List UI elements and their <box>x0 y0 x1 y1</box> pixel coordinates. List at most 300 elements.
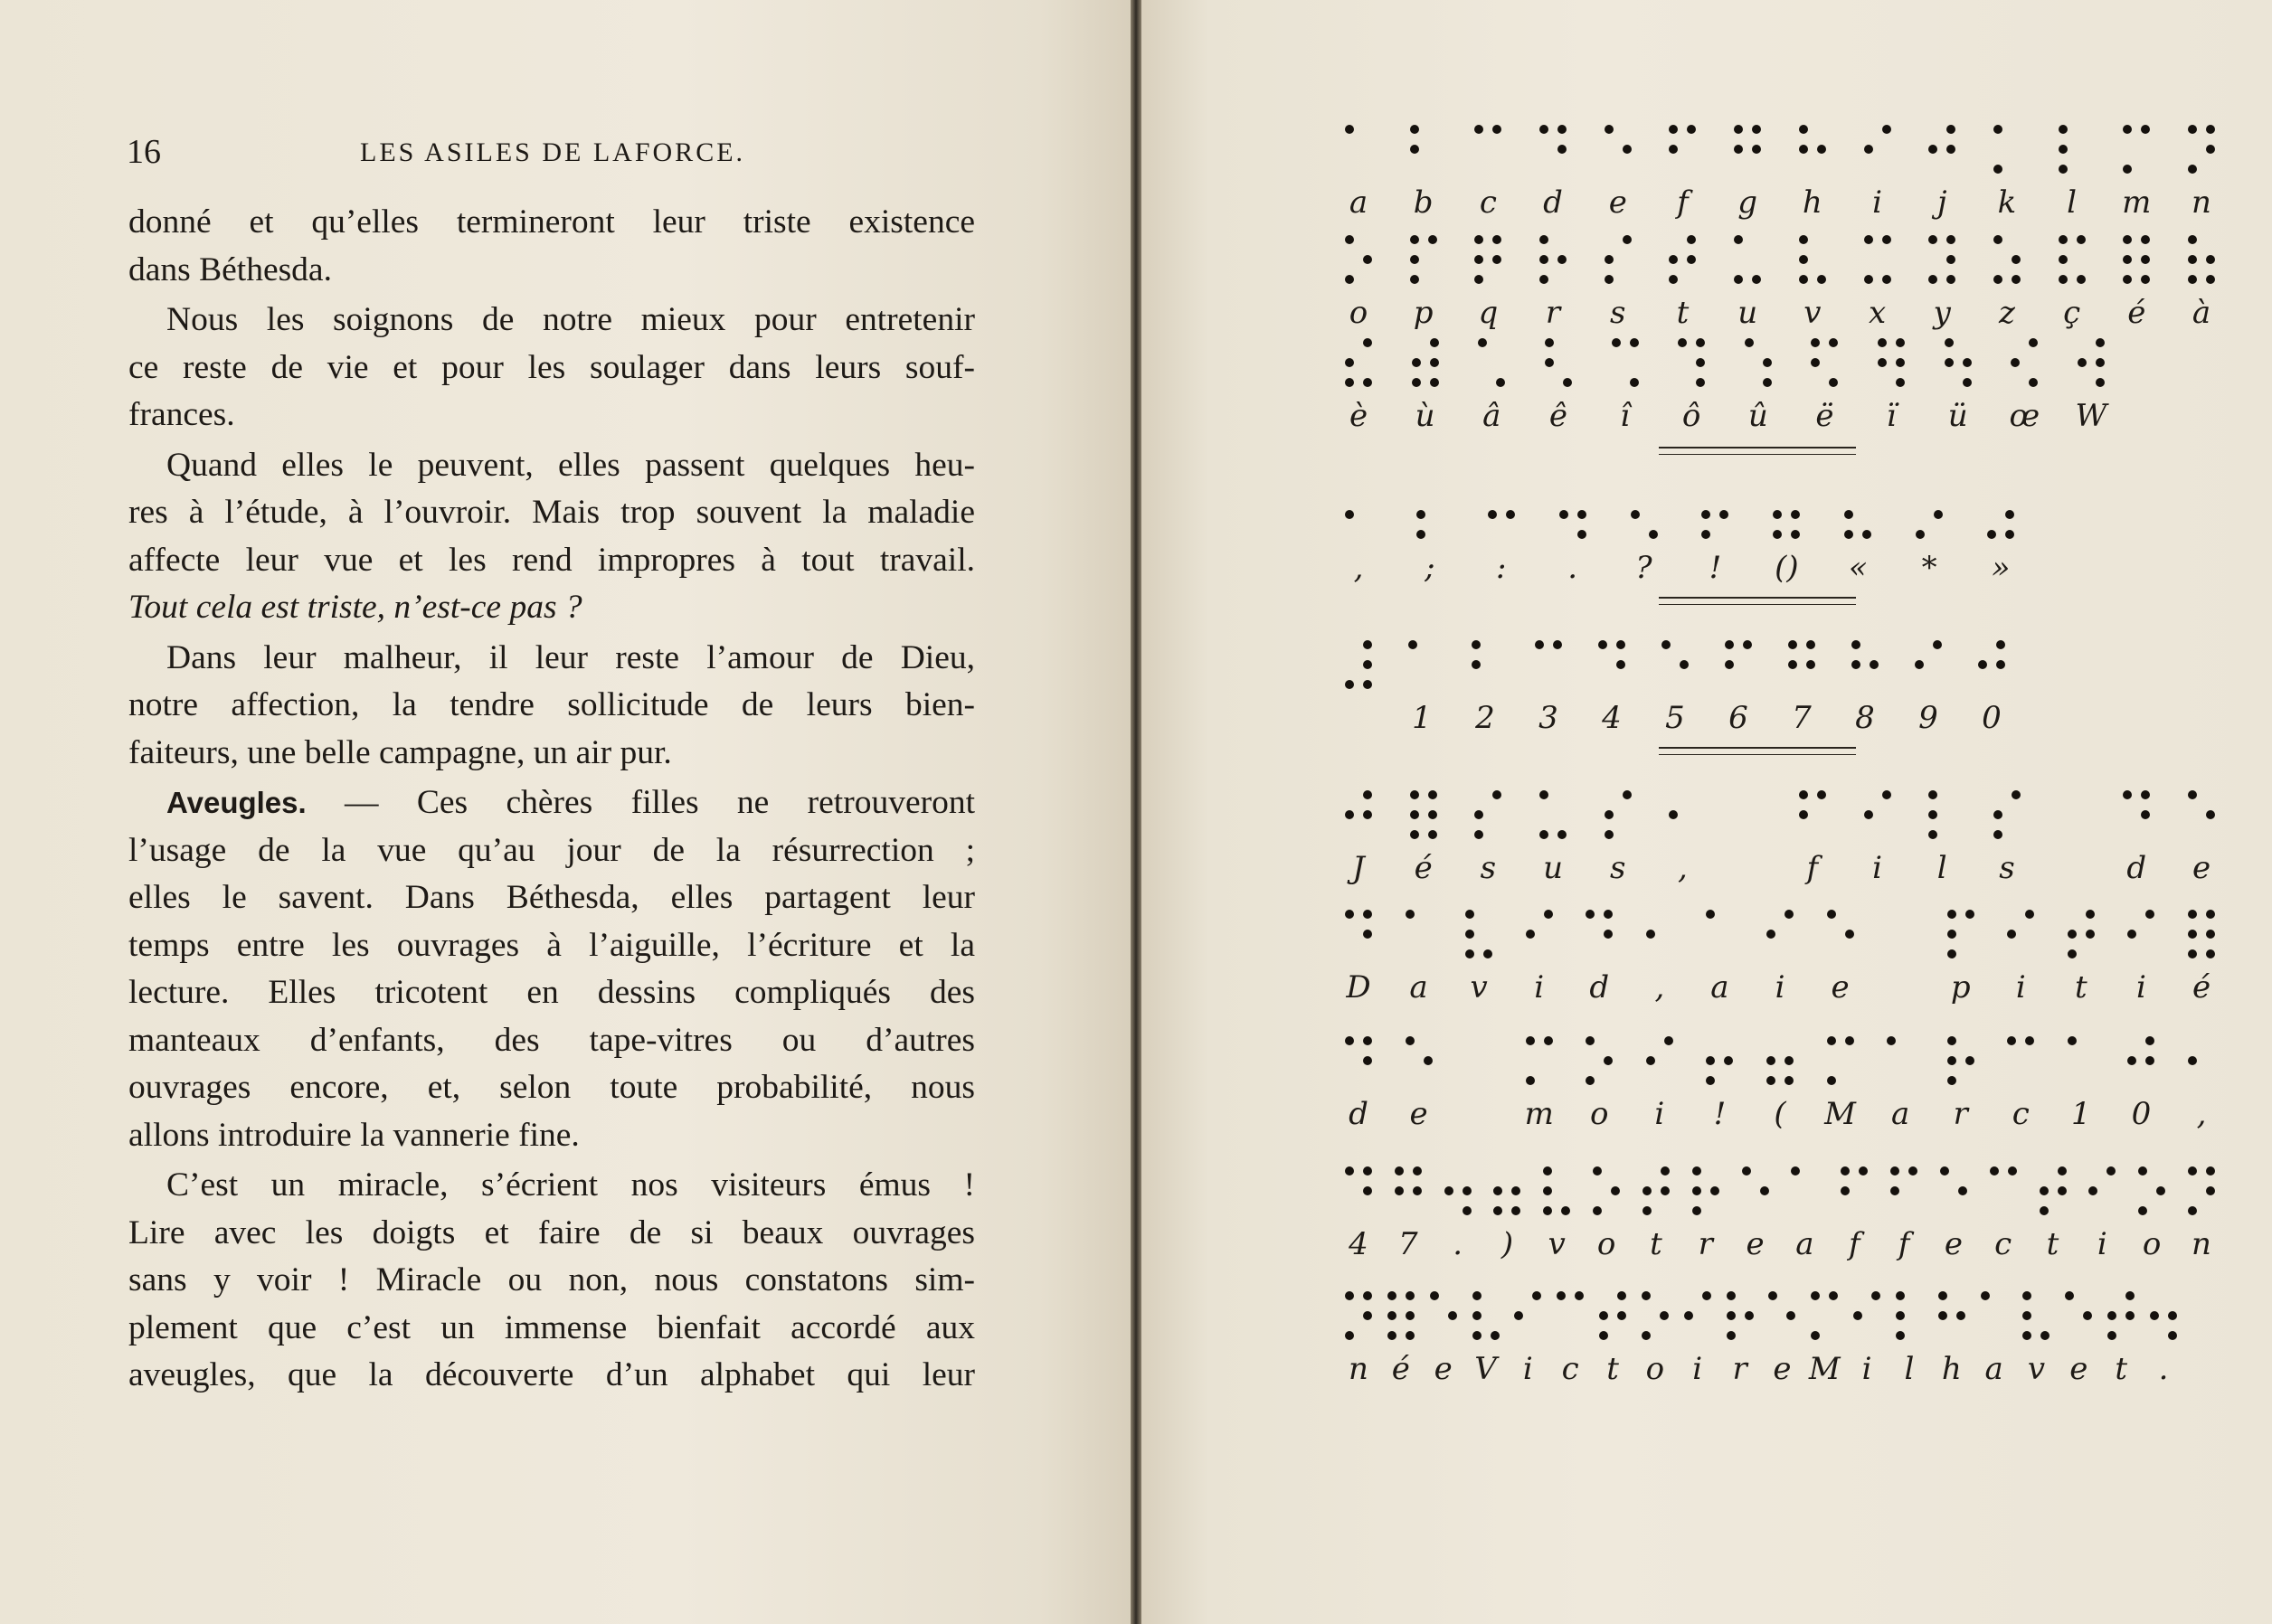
braille-cell <box>1404 790 1444 886</box>
braille-dots <box>1896 1291 1923 1345</box>
braille-label: ù <box>1415 398 1435 434</box>
braille-cell <box>1699 1036 1739 1132</box>
braille-dots <box>1345 235 1372 289</box>
braille-dot <box>1553 640 1562 649</box>
braille-dot <box>1845 1036 1854 1045</box>
braille-dots <box>1472 640 1499 694</box>
braille-dot <box>1363 640 1372 649</box>
braille-dot <box>2012 790 2021 799</box>
braille-cell <box>1699 910 1739 1006</box>
braille-label: q <box>1478 295 1499 331</box>
braille-cell <box>2052 125 2092 221</box>
braille-dot <box>1727 1311 1736 1320</box>
braille-dot <box>1702 1291 1711 1300</box>
braille-dot <box>2077 235 2086 244</box>
braille-dot <box>1557 145 1567 154</box>
braille-dots <box>1345 490 1372 544</box>
braille-cell <box>1720 1291 1760 1387</box>
braille-dots <box>1526 1036 1553 1091</box>
braille-dots <box>1766 910 1794 964</box>
braille-label: 1 <box>1412 700 1432 736</box>
text-line: frances. <box>128 396 235 433</box>
braille-dot <box>1483 949 1492 958</box>
braille-label: ) <box>1500 1226 1514 1262</box>
braille-dot <box>2096 378 2105 387</box>
braille-dot <box>1947 930 1956 939</box>
braille-dot <box>1345 235 1354 244</box>
braille-dots <box>1978 640 2005 694</box>
braille-dot <box>1642 1331 1651 1340</box>
braille-dot <box>1696 338 1705 347</box>
braille-label: t <box>2115 1351 2127 1387</box>
braille-label: e <box>1944 1226 1963 1262</box>
braille-dot <box>1727 1291 1736 1300</box>
braille-dot <box>1938 1291 1947 1300</box>
braille-dot <box>2040 1186 2049 1195</box>
braille-label: f <box>1677 184 1689 221</box>
braille-cell <box>1880 1036 1920 1132</box>
braille-dots <box>2188 1166 2215 1221</box>
braille-label: o <box>1590 1096 1609 1132</box>
braille-dots <box>1928 235 1955 289</box>
braille-dot <box>1474 830 1483 839</box>
braille-dot <box>2150 1311 2159 1320</box>
braille-cell <box>1339 490 1378 586</box>
braille-label: û <box>1747 398 1768 434</box>
braille-cell <box>1909 490 1949 586</box>
braille-dot <box>2078 358 2087 367</box>
braille-dots <box>1669 125 1696 179</box>
text-line-rest: — Ces chères filles ne retrouveront <box>306 784 975 821</box>
braille-dot <box>2206 145 2215 154</box>
braille-label: J <box>1352 850 1365 886</box>
braille-label: 7 <box>1397 1226 1418 1262</box>
braille-dots <box>2127 910 2154 964</box>
braille-dot <box>1465 910 1474 919</box>
braille-dot <box>1363 1036 1372 1045</box>
braille-dot <box>1577 530 1586 539</box>
braille-label: e <box>1773 1351 1792 1387</box>
braille-label: h <box>1941 1351 1962 1387</box>
braille-label: 2 <box>1475 700 1495 736</box>
section-rule <box>1659 447 1856 455</box>
braille-label: à <box>2192 295 2211 331</box>
braille-cell <box>1399 1036 1439 1132</box>
braille-dots <box>2059 790 2086 845</box>
braille-dot <box>1661 1186 1670 1195</box>
braille-dot <box>1752 145 1761 154</box>
braille-dot <box>1963 358 1972 367</box>
braille-label: k <box>1997 184 2017 221</box>
braille-dot <box>1363 660 1372 669</box>
braille-dot <box>1829 338 1838 347</box>
braille-dot <box>1472 660 1481 669</box>
braille-cell <box>1339 910 1378 1006</box>
braille-label: â <box>1482 398 1501 434</box>
braille-dot <box>1725 660 1734 669</box>
braille-dot <box>2123 235 2132 244</box>
braille-label: 4 <box>1349 1226 1368 1262</box>
braille-dots <box>1345 640 1372 694</box>
braille-label: u <box>1543 850 1564 886</box>
braille-dots <box>2188 125 2215 179</box>
braille-label: c <box>2012 1096 2030 1132</box>
braille-cell <box>1987 235 2027 331</box>
left-page <box>0 0 1131 1624</box>
braille-dot <box>1363 1186 1372 1195</box>
braille-dot <box>1428 830 1437 839</box>
braille-dot <box>1844 530 1853 539</box>
braille-label: v <box>1470 969 1488 1006</box>
braille-label: , <box>1353 550 1364 586</box>
braille-dot <box>2206 930 2215 939</box>
braille-dots <box>1472 1291 1500 1345</box>
braille-label: W <box>2075 398 2107 434</box>
braille-cell <box>1468 790 1508 886</box>
braille-cell <box>1579 910 1619 1006</box>
braille-cell <box>1974 1291 2014 1387</box>
braille-cell <box>1762 1291 1802 1387</box>
braille-cell <box>1339 1166 1378 1262</box>
braille-cell <box>1339 790 1378 886</box>
braille-dot <box>2145 1036 2154 1045</box>
braille-dots <box>1890 1166 1917 1221</box>
braille-cell <box>2121 910 2161 1006</box>
braille-dots <box>1706 910 1733 964</box>
braille-dot <box>1363 910 1372 919</box>
braille-dot <box>1882 125 1891 134</box>
braille-cell <box>2116 790 2156 886</box>
braille-dot <box>2206 275 2215 284</box>
braille-dot <box>2188 790 2197 799</box>
braille-cell <box>1784 1166 1824 1262</box>
braille-dot <box>1511 1186 1520 1195</box>
braille-dot <box>1773 510 1782 519</box>
braille-cell <box>1537 1166 1576 1262</box>
braille-dot <box>2141 235 2150 244</box>
braille-cell <box>1821 1036 1860 1132</box>
braille-cell <box>1889 1291 1929 1387</box>
braille-label: r <box>1545 295 1561 331</box>
braille-label: é <box>1414 850 1433 886</box>
braille-dot <box>1543 1206 1552 1215</box>
braille-cell <box>2144 1291 2183 1387</box>
braille-dot <box>1599 1331 1608 1340</box>
braille-cell <box>2001 1036 2040 1132</box>
braille-dot <box>1492 235 1501 244</box>
braille-cell <box>1766 490 1806 586</box>
braille-dot <box>1692 1166 1701 1176</box>
braille-dot <box>1412 358 1421 367</box>
braille-dot <box>1474 235 1483 244</box>
braille-dot <box>1811 358 1820 367</box>
braille-label: a <box>1795 1226 1814 1262</box>
running-title: LES ASILES DE LAFORCE. <box>360 137 746 167</box>
braille-dots <box>1841 1166 1868 1221</box>
braille-dots <box>2123 125 2150 179</box>
braille-dot <box>1669 145 1678 154</box>
braille-dot <box>1784 1076 1794 1085</box>
braille-label: b <box>1413 184 1434 221</box>
braille-dots <box>1646 1036 1673 1091</box>
braille-label: 1 <box>2071 1096 2091 1132</box>
braille-dot <box>1734 125 1743 134</box>
braille-dot <box>1827 1036 1836 1045</box>
braille-dot <box>1511 1206 1520 1215</box>
braille-label: p <box>1950 969 1971 1006</box>
braille-dot <box>1539 255 1548 264</box>
braille-dot <box>1406 1291 1415 1300</box>
braille-cell <box>1598 125 1638 221</box>
braille-cell <box>1655 640 1695 736</box>
braille-dot <box>1623 790 1632 799</box>
braille-cell <box>1339 338 1378 434</box>
braille-dots <box>1788 640 1815 694</box>
braille-dot <box>2138 1206 2147 1215</box>
braille-dots <box>1993 125 2021 179</box>
braille-dot <box>1947 1056 1956 1065</box>
braille-dot <box>2025 910 2034 919</box>
braille-dot <box>1532 1291 1541 1300</box>
text-line: ce reste de vie et pour les soulager dans leurs souf- <box>128 348 975 386</box>
braille-dot <box>1811 1291 1820 1300</box>
braille-dot <box>2022 1331 2031 1340</box>
braille-dot <box>1864 275 1873 284</box>
braille-cell <box>1339 125 1378 221</box>
braille-dot <box>1345 378 1354 387</box>
braille-label: t <box>2046 1226 2059 1262</box>
braille-cell <box>2052 790 2092 850</box>
braille-dot <box>1799 810 1808 819</box>
braille-dot <box>2138 1166 2147 1176</box>
braille-cell <box>1640 910 1680 1006</box>
braille-cell <box>2059 1291 2098 1387</box>
braille-cell <box>1880 910 1920 969</box>
braille-dots <box>1545 338 1572 392</box>
braille-dots <box>1799 235 1826 289</box>
text-line: aveugles, que la découverte d’un alphabet qui leur <box>128 1356 975 1393</box>
braille-cell <box>2101 1291 2141 1387</box>
braille-label: , <box>1678 850 1688 886</box>
braille-label: i <box>2015 969 2026 1006</box>
braille-dot <box>1719 510 1728 519</box>
braille-dots <box>1430 1291 1457 1345</box>
braille-dots <box>2138 1166 2165 1221</box>
braille-cell <box>1593 1291 1633 1387</box>
braille-dot <box>2077 275 2086 284</box>
braille-dot <box>1870 660 1879 669</box>
braille-dot <box>1696 378 1705 387</box>
braille-dot <box>1878 358 1887 367</box>
braille-cell <box>2061 910 2101 1006</box>
braille-cell <box>1728 125 1767 221</box>
braille-dots <box>1557 1291 1584 1345</box>
braille-dot <box>1680 660 1689 669</box>
braille-dot <box>1773 530 1782 539</box>
braille-label: o <box>2142 1226 2162 1262</box>
braille-dot <box>1890 1186 1899 1195</box>
braille-dot <box>1387 1291 1396 1300</box>
braille-cell <box>1922 790 1962 886</box>
braille-dot <box>1993 830 2002 839</box>
braille-dot <box>1363 1166 1372 1176</box>
braille-cell <box>1399 910 1439 1006</box>
braille-dot <box>1410 275 1419 284</box>
braille-dot <box>1605 275 1614 284</box>
braille-dot <box>2206 125 2215 134</box>
braille-dots <box>1678 338 1705 392</box>
braille-dots <box>2059 235 2086 289</box>
braille-cell <box>1605 338 1645 434</box>
braille-dot <box>1853 1311 1862 1320</box>
braille-dot <box>1363 1311 1372 1320</box>
braille-dots <box>2123 790 2150 845</box>
braille-label: i <box>1534 969 1545 1006</box>
braille-dot <box>1345 1331 1354 1340</box>
text-line: affecte leur vue et les rend impropres à tout travail. <box>128 541 975 579</box>
braille-dot <box>2068 1036 2077 1045</box>
braille-cell <box>1529 640 1568 736</box>
braille-label: d <box>2126 850 2147 886</box>
braille-dot <box>1488 510 1497 519</box>
braille-dot <box>1742 1166 1751 1176</box>
text-line: Quand elles le peuvent, elles passent quelques heu- <box>166 446 975 484</box>
braille-dots <box>1535 640 1562 694</box>
braille-cell <box>1459 910 1499 1006</box>
braille-dot <box>1416 510 1425 519</box>
braille-dot <box>2156 1186 2165 1195</box>
braille-dot <box>1363 1291 1372 1300</box>
braille-label: o <box>1349 295 1368 331</box>
braille-cell <box>1821 910 1860 1006</box>
braille-dot <box>2107 1311 2116 1320</box>
braille-dot <box>1993 810 2002 819</box>
braille-dot <box>1799 255 1808 264</box>
braille-dot <box>1696 358 1705 367</box>
braille-dot <box>1946 255 1955 264</box>
braille-label: s <box>1999 850 2015 886</box>
braille-cell <box>1671 338 1711 434</box>
braille-label: 9 <box>1918 700 1938 736</box>
braille-cell <box>1533 125 1573 221</box>
right-page <box>1141 0 2272 1624</box>
braille-dot <box>1474 275 1483 284</box>
braille-label: i <box>1692 1351 1703 1387</box>
text-line: temps entre les ouvrages à l’aiguille, l’écriture et la <box>128 926 975 964</box>
braille-dot <box>1684 1311 1693 1320</box>
braille-cell <box>1482 490 1521 586</box>
text-line: faiteurs, une belle campagne, un air pur. <box>128 733 672 771</box>
text-line: elles le savent. Dans Béthesda, elles partagent leur <box>128 879 975 916</box>
braille-label: : <box>1496 550 1507 586</box>
braille-dots <box>1345 338 1372 392</box>
braille-cell <box>1932 1291 1972 1387</box>
braille-dot <box>1965 910 1974 919</box>
braille-dot <box>1841 1166 1850 1176</box>
braille-cell <box>1424 1291 1463 1387</box>
braille-dot <box>1363 338 1372 347</box>
braille-cell <box>1339 1036 1378 1132</box>
text-line: lecture. Elles tricotent en dessins compliqués des <box>128 974 975 1011</box>
braille-label: l <box>2067 184 2078 221</box>
braille-dot <box>2012 255 2021 264</box>
braille-dot <box>1410 145 1419 154</box>
braille-cell <box>1662 235 1702 331</box>
braille-dots <box>1543 1166 1570 1221</box>
braille-label: a <box>1409 969 1428 1006</box>
braille-dot <box>2058 1186 2067 1195</box>
braille-label: î <box>1620 398 1630 434</box>
section-rule <box>1659 597 1856 605</box>
braille-dots <box>1669 790 1696 845</box>
braille-dot <box>2059 275 2068 284</box>
braille-dot <box>1734 275 1743 284</box>
braille-dot <box>1413 1166 1422 1176</box>
braille-dot <box>1345 1291 1354 1300</box>
braille-cell <box>1871 338 1911 434</box>
braille-dot <box>1617 1311 1626 1320</box>
braille-dots <box>1727 1291 1754 1345</box>
braille-label: e <box>1746 1226 1765 1262</box>
braille-label: m <box>2122 184 2152 221</box>
braille-dot <box>1539 275 1548 284</box>
braille-dot <box>2011 358 2020 367</box>
braille-dot <box>2096 338 2105 347</box>
braille-dot <box>1928 830 1937 839</box>
braille-dot <box>1791 530 1800 539</box>
braille-label: , <box>1654 969 1665 1006</box>
braille-dot <box>1598 640 1607 649</box>
braille-label: z <box>1998 295 2015 331</box>
braille-cell <box>1922 125 1962 221</box>
braille-dot <box>2188 1166 2197 1176</box>
braille-label: , <box>2196 1096 2207 1132</box>
braille-dot <box>2127 930 2136 939</box>
braille-dots <box>1410 125 1437 179</box>
braille-dot <box>1428 235 1437 244</box>
braille-dot <box>1851 640 1860 649</box>
braille-dots <box>1526 910 1553 964</box>
braille-dots <box>1791 1166 1818 1221</box>
braille-label: c <box>1479 184 1497 221</box>
braille-dot <box>1345 125 1354 134</box>
braille-dot <box>1799 235 1808 244</box>
braille-dot <box>1406 1331 1415 1340</box>
braille-cell <box>1760 1036 1800 1132</box>
braille-dot <box>1827 910 1836 919</box>
braille-dot <box>2123 165 2132 174</box>
braille-dots <box>1734 125 1761 179</box>
braille-dot <box>2141 255 2150 264</box>
braille-dot <box>1978 660 1987 669</box>
braille-dot <box>1859 1166 1868 1176</box>
braille-label: u <box>1737 295 1758 331</box>
braille-dot <box>1492 125 1501 134</box>
braille-dots <box>1811 338 1838 392</box>
braille-label: ï <box>1886 398 1897 434</box>
braille-dot <box>1410 235 1419 244</box>
braille-dot <box>1630 378 1639 387</box>
braille-dots <box>1827 1036 1854 1091</box>
braille-dot <box>1474 810 1483 819</box>
braille-cell <box>1983 1166 2023 1262</box>
section-rule <box>1659 747 1856 755</box>
book-gutter <box>1131 0 1141 1624</box>
braille-dots <box>1851 640 1879 694</box>
braille-dots <box>1395 1166 1422 1221</box>
braille-dot <box>2123 790 2132 799</box>
braille-label: a <box>1349 184 1368 221</box>
